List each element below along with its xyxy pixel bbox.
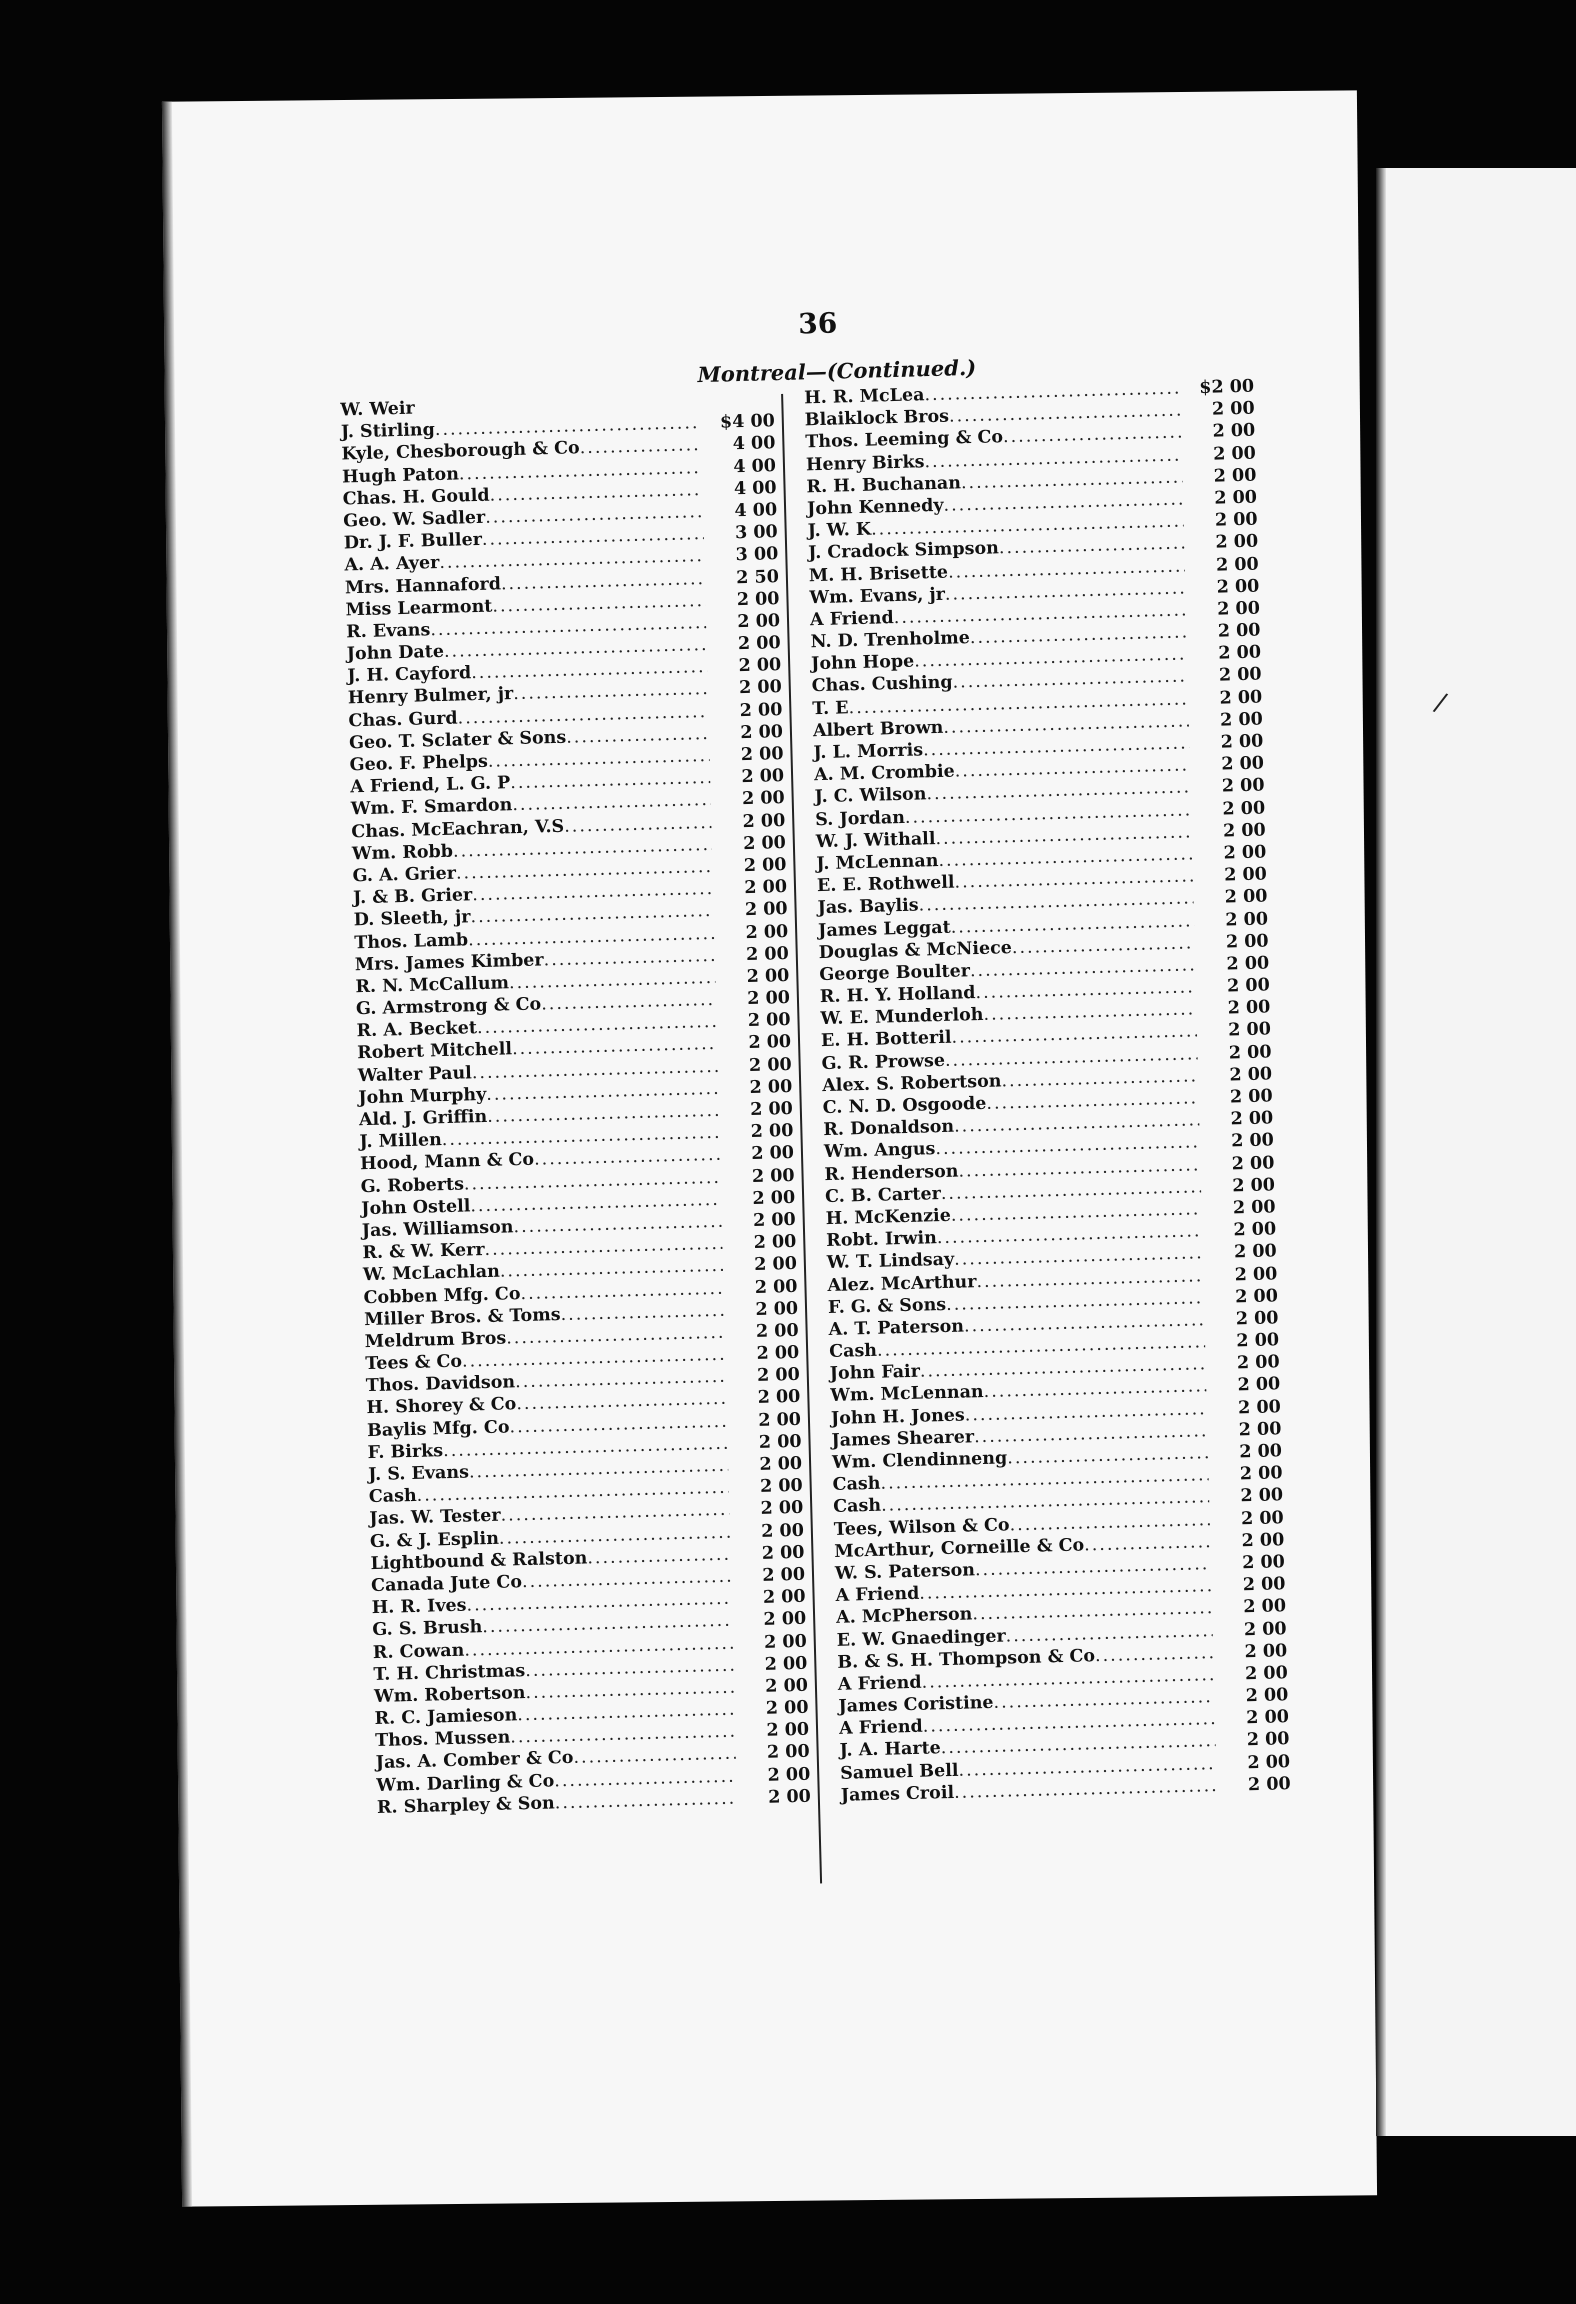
subscriber-name: John Kennedy bbox=[806, 495, 944, 520]
subscriber-name: Walter Paul bbox=[357, 1062, 473, 1086]
subscriber-name: Geo. W. Sadler bbox=[343, 507, 486, 532]
donation-amount: 2 00 bbox=[1219, 709, 1264, 731]
subscriber-name: E. W. Gnaedinger bbox=[836, 1626, 1006, 1651]
donation-amount: 2 00 bbox=[767, 1786, 812, 1808]
subscriber-name: C. B. Carter bbox=[824, 1183, 942, 1207]
subscriber-name: J. A. Harte bbox=[839, 1738, 942, 1762]
donation-amount: 2 00 bbox=[757, 1387, 801, 1409]
donation-amount: 2 00 bbox=[747, 987, 791, 1010]
donation-amount: 2 00 bbox=[1223, 864, 1268, 886]
subscriber-name: G. A. Grier bbox=[352, 863, 457, 887]
subscriber-name: Blaiklock Bros bbox=[804, 406, 950, 431]
left-column bbox=[340, 388, 811, 1819]
subscriber-name: Thos. Leeming & Co bbox=[805, 427, 1004, 453]
donation-amount: 2 00 bbox=[738, 677, 783, 699]
donation-amount: 2 00 bbox=[753, 1231, 797, 1254]
subscriber-name: J. S. Evans bbox=[367, 1462, 470, 1486]
donation-amount: 2 00 bbox=[756, 1342, 800, 1364]
donation-amount: 2 00 bbox=[1223, 842, 1267, 864]
subscriber-name: M. H. Brisette bbox=[808, 562, 949, 586]
subscriber-name: J. Stirling bbox=[340, 420, 436, 443]
subscriber-name: R. Sharpley & Son bbox=[376, 1793, 556, 1818]
subscriber-name: Wm. Robb bbox=[351, 841, 454, 865]
donation-amount: 3 00 bbox=[735, 544, 779, 566]
subscriber-name: W. T. Lindsay bbox=[826, 1250, 955, 1274]
right-column bbox=[804, 376, 1291, 1807]
subscriber-name: Wm. McLennan bbox=[830, 1382, 984, 1407]
subscriber-name: Hugh Paton bbox=[341, 463, 460, 488]
donation-amount: 2 00 bbox=[1238, 1419, 1282, 1441]
subscriber-name: James Leggat bbox=[817, 917, 951, 941]
subscriber-name: W. S. Paterson bbox=[834, 1560, 976, 1584]
subscriber-name: James Coristine bbox=[838, 1692, 994, 1717]
subscriber-name: Mrs. Hannaford bbox=[344, 573, 502, 598]
subscriber-name: Geo. F. Phelps bbox=[349, 751, 489, 776]
donation-amount: 2 00 bbox=[1229, 1064, 1273, 1086]
subscriber-name: J. L. Morris bbox=[813, 740, 924, 764]
donation-amount: 2 00 bbox=[1242, 1574, 1286, 1596]
subscriber-name: Chas. Cushing bbox=[811, 673, 953, 697]
subscriber-name: R. & W. Kerr bbox=[362, 1240, 485, 1264]
subscriber-name: James Shearer bbox=[831, 1427, 975, 1451]
subscriber-name: R. Henderson bbox=[824, 1161, 959, 1185]
donation-amount: 2 00 bbox=[752, 1187, 796, 1209]
donation-amount: 2 00 bbox=[744, 877, 788, 899]
subscriber-name: Wm. F. Smardon bbox=[350, 795, 513, 820]
subscriber-name: W. E. Munderloh bbox=[820, 1005, 984, 1030]
donation-amount: 2 00 bbox=[1230, 1108, 1274, 1130]
donation-amount: 2 00 bbox=[743, 854, 787, 877]
donation-amount: 2 00 bbox=[1217, 620, 1261, 642]
subscriber-name: Miller Bros. & Toms bbox=[363, 1304, 561, 1330]
donation-amount: 2 00 bbox=[749, 1076, 793, 1098]
subscriber-name: Canada Jute Co bbox=[370, 1572, 523, 1597]
donation-amount: 2 00 bbox=[763, 1631, 808, 1653]
subscriber-name: H. R. McLea bbox=[803, 385, 925, 409]
subscriber-name: G. R. Prowse bbox=[821, 1050, 946, 1074]
subscriber-name: Wm. Evans, jr bbox=[809, 584, 946, 608]
donation-amount: 2 00 bbox=[741, 766, 785, 788]
subscriber-name: George Boulter bbox=[819, 961, 971, 986]
subscriber-name: G. S. Brush bbox=[372, 1617, 483, 1641]
donation-amount: 2 00 bbox=[1218, 664, 1262, 687]
subscriber-name: R. H. Buchanan bbox=[806, 473, 962, 498]
subscriber-name: Mrs. James Kimber bbox=[354, 950, 544, 975]
donation-amount: 2 00 bbox=[748, 1054, 792, 1076]
donation-amount: 2 00 bbox=[758, 1431, 802, 1453]
donation-amount bbox=[700, 404, 774, 406]
subscriber-name: C. N. D. Osgoode bbox=[822, 1093, 987, 1119]
subscriber-name: Thos. Lamb bbox=[354, 929, 469, 953]
subscriber-name: D. Sleeth, jr bbox=[353, 907, 471, 931]
donation-amount: 2 00 bbox=[736, 588, 780, 610]
subscriber-name: A Friend, L. G. P bbox=[349, 773, 511, 798]
donation-amount: 2 00 bbox=[1215, 531, 1259, 553]
subscriber-name: Wm. Robertson bbox=[373, 1682, 526, 1707]
donation-amount: 2 00 bbox=[737, 610, 781, 633]
dot-leader bbox=[579, 434, 701, 459]
subscriber-name: H. Shorey & Co bbox=[366, 1394, 517, 1419]
subscriber-name: R. A. Becket bbox=[356, 1018, 478, 1042]
donation-amount: 2 00 bbox=[762, 1564, 806, 1586]
donation-amount: 2 00 bbox=[1228, 1019, 1272, 1041]
subscriber-name: Chas. H. Gould bbox=[342, 485, 490, 510]
donation-amount: 2 00 bbox=[745, 921, 789, 943]
subscriber-name: Jas. A. Comber & Co bbox=[375, 1748, 574, 1774]
dot-leader bbox=[554, 1787, 737, 1814]
subscriber-name: Cash bbox=[832, 1496, 882, 1518]
donation-amount: 2 00 bbox=[752, 1209, 796, 1231]
subscriber-name: Thos. Davidson bbox=[365, 1372, 516, 1397]
donation-amount: 2 00 bbox=[1220, 731, 1264, 753]
donation-amount: 2 00 bbox=[1243, 1596, 1287, 1618]
subscriber-name: John Fair bbox=[829, 1361, 921, 1385]
subscriber-name: Baylis Mfg. Co bbox=[366, 1417, 510, 1441]
donation-amount: 2 00 bbox=[763, 1609, 807, 1631]
donation-amount: 2 00 bbox=[1225, 931, 1269, 953]
donation-amount: 2 00 bbox=[1237, 1396, 1282, 1418]
subscriber-name: W. J. Withall bbox=[815, 828, 936, 852]
subscriber-name: Dr. J. F. Buller bbox=[343, 529, 483, 554]
subscriber-name: J. McLennan bbox=[816, 850, 939, 875]
donation-amount: 2 00 bbox=[1212, 420, 1256, 443]
donation-amount: 2 00 bbox=[1240, 1507, 1284, 1529]
donation-amount: 2 00 bbox=[1233, 1219, 1277, 1241]
donation-amount: 2 00 bbox=[1241, 1529, 1285, 1552]
page-number: 36 bbox=[797, 306, 838, 341]
donation-amount: 2 00 bbox=[745, 943, 790, 965]
subscriber-name: John Hope bbox=[810, 651, 915, 675]
donation-amount: 2 00 bbox=[758, 1409, 802, 1431]
donation-amount: 2 00 bbox=[1239, 1463, 1283, 1485]
donation-amount: 2 00 bbox=[746, 965, 790, 987]
subscriber-name: A Friend bbox=[837, 1672, 922, 1695]
donation-amount: 2 00 bbox=[764, 1653, 808, 1675]
subscriber-name: J. H. Cayford bbox=[347, 663, 472, 687]
subscriber-name: Lightbound & Ralston bbox=[370, 1548, 588, 1574]
subscriber-name: J. C. Wilson bbox=[814, 784, 927, 808]
subscriber-name: T. H. Christmas bbox=[373, 1660, 526, 1685]
donation-amount: 2 00 bbox=[759, 1475, 803, 1498]
donation-amount: 2 00 bbox=[1247, 1751, 1291, 1773]
subscriber-name: G. & J. Esplin bbox=[369, 1528, 500, 1552]
donation-amount: 2 00 bbox=[1213, 465, 1257, 487]
subscriber-name: R. N. McCallum bbox=[355, 973, 510, 998]
donation-amount: 2 00 bbox=[1218, 642, 1262, 664]
subscriber-name: Geo. T. Sclater & Sons bbox=[348, 727, 567, 754]
subscriber-name: A. M. Crombie bbox=[813, 761, 955, 786]
donation-amount: 2 00 bbox=[1222, 820, 1266, 842]
donation-amount: 2 00 bbox=[751, 1143, 795, 1165]
page-edge-shadow bbox=[1376, 168, 1386, 2136]
donation-amount: 2 00 bbox=[1226, 975, 1271, 997]
donation-amount: 2 00 bbox=[1215, 554, 1259, 576]
donation-amount: 2 00 bbox=[761, 1542, 805, 1564]
donation-amount: 2 00 bbox=[744, 899, 788, 921]
donation-amount: 2 00 bbox=[1241, 1552, 1286, 1574]
subscriber-name: Henry Birks bbox=[805, 451, 925, 475]
subscriber-name: Henry Bulmer, jr bbox=[347, 684, 514, 709]
donation-amount: 2 00 bbox=[1234, 1263, 1278, 1285]
donation-amount: 2 00 bbox=[739, 699, 783, 721]
donation-amount: 2 00 bbox=[1224, 886, 1268, 908]
donation-amount: 2 00 bbox=[1233, 1241, 1277, 1263]
subscriber-name: Miss Learmont bbox=[345, 596, 493, 621]
donation-amount: 2 00 bbox=[756, 1365, 801, 1387]
subscriber-name: R. H. Y. Holland bbox=[819, 983, 976, 1008]
donation-amount: 2 00 bbox=[742, 832, 787, 854]
subscriber-name: Robt. Irwin bbox=[826, 1228, 938, 1252]
donation-amount: 2 00 bbox=[737, 633, 781, 655]
donation-amount: 2 00 bbox=[1229, 1086, 1273, 1108]
subscriber-name: Chas. McEachran, V.S bbox=[351, 816, 565, 842]
subscriber-name: A. T. Paterson bbox=[828, 1316, 965, 1340]
donation-amount: 2 00 bbox=[1239, 1441, 1283, 1463]
donation-amount: 2 00 bbox=[1212, 443, 1257, 465]
donation-amount: 2 00 bbox=[1237, 1374, 1281, 1396]
subscriber-name: A Friend bbox=[809, 607, 895, 631]
subscription-list bbox=[320, 295, 1301, 1899]
subscriber-name: S. Jordan bbox=[814, 807, 906, 830]
donation-amount: 2 00 bbox=[741, 788, 785, 810]
subscriber-name: John H. Jones bbox=[830, 1405, 966, 1429]
subscriber-name: A Friend bbox=[838, 1716, 924, 1740]
donation-amount: 4 00 bbox=[732, 433, 776, 455]
subscriber-name: Meldrum Bros bbox=[364, 1328, 507, 1353]
donation-amount: 2 00 bbox=[759, 1453, 803, 1475]
donation-amount: 2 00 bbox=[1235, 1308, 1279, 1330]
subscriber-name: Jas. Williamson bbox=[361, 1217, 514, 1242]
donation-amount: 2 00 bbox=[1236, 1330, 1280, 1352]
donation-amount: 2 00 bbox=[1235, 1285, 1279, 1308]
subscriber-name: R. C. Jamieson bbox=[374, 1705, 518, 1730]
subscriber-name: E. H. Botteril bbox=[820, 1028, 952, 1052]
subscriber-name: James Croil bbox=[840, 1782, 955, 1806]
subscriber-name: Robert Mitchell bbox=[356, 1039, 513, 1064]
subscriber-name: R. Evans bbox=[345, 620, 431, 643]
subscriber-name: W. McLachlan bbox=[362, 1261, 501, 1286]
donation-amount: 2 00 bbox=[747, 1010, 791, 1032]
subscriber-name: Cash bbox=[368, 1486, 417, 1508]
subscriber-name: Wm. Clendinneng bbox=[831, 1448, 1008, 1473]
donation-amount: 2 00 bbox=[1230, 1130, 1275, 1152]
donation-amount: 2 00 bbox=[1232, 1175, 1276, 1197]
donation-amount: 2 00 bbox=[1228, 1041, 1272, 1064]
subscriber-name: Jas. W. Tester bbox=[369, 1506, 501, 1530]
donation-amount: 2 00 bbox=[1211, 398, 1255, 420]
donation-amount: 2 00 bbox=[1226, 953, 1270, 975]
subscriber-name: R. Cowan bbox=[372, 1640, 465, 1663]
subscriber-name: Cobben Mfg. Co bbox=[363, 1283, 521, 1308]
donation-amount: 3 00 bbox=[734, 522, 778, 544]
subscriber-name: Thos. Mussen bbox=[374, 1727, 511, 1752]
subscriber-name: A Friend bbox=[835, 1583, 920, 1607]
subscriber-name: N. D. Trenholme bbox=[810, 628, 971, 653]
donation-amount: 2 00 bbox=[760, 1498, 804, 1520]
donation-amount: 2 00 bbox=[766, 1742, 810, 1764]
donation-amount: 2 00 bbox=[760, 1520, 805, 1542]
subscriber-name: F. Birks bbox=[367, 1440, 444, 1463]
donation-amount: 2 00 bbox=[1247, 1773, 1291, 1796]
subscriber-name: Wm. Angus bbox=[823, 1139, 936, 1163]
subscriber-name: Samuel Bell bbox=[839, 1760, 959, 1784]
donation-amount: 2 00 bbox=[1222, 797, 1266, 820]
donation-amount: 2 00 bbox=[1221, 775, 1265, 797]
donation-amount: 2 00 bbox=[1225, 908, 1269, 931]
donation-amount: 2 00 bbox=[1214, 509, 1258, 531]
donation-amount: 2 00 bbox=[1219, 687, 1263, 709]
section-heading: Montreal—(Continued.) bbox=[697, 354, 977, 388]
donation-amount: 2 00 bbox=[1216, 598, 1261, 620]
subscriber-name: J. Millen bbox=[359, 1130, 443, 1153]
subscriber-name: Douglas & McNiece bbox=[818, 937, 1013, 963]
subscriber-name: John Ostell bbox=[361, 1196, 471, 1219]
donation-amount: 2 00 bbox=[1221, 753, 1265, 775]
subscriber-name: A. A. Ayer bbox=[344, 553, 440, 576]
subscriber-name: Chas. Gurd bbox=[348, 708, 458, 732]
donation-amount: 2 00 bbox=[1240, 1485, 1284, 1507]
subscriber-name: T. E bbox=[812, 697, 849, 719]
donation-amount: 2 00 bbox=[765, 1675, 809, 1697]
donation-amount: $4 00 bbox=[719, 411, 776, 433]
donation-amount: 2 00 bbox=[1232, 1197, 1276, 1219]
donation-amount: 2 00 bbox=[749, 1098, 794, 1121]
subscriber-name: J. & B. Grier bbox=[352, 885, 473, 909]
subscriber-name: Alex. S. Robertson bbox=[821, 1071, 1002, 1096]
right-page-fragment bbox=[1376, 168, 1576, 2136]
donation-amount: 2 00 bbox=[762, 1586, 806, 1608]
subscriber-name: E. E. Rothwell bbox=[816, 872, 955, 897]
subscriber-name: J. W. K bbox=[807, 519, 872, 542]
subscriber-name: G. Roberts bbox=[360, 1174, 465, 1197]
subscriber-name: Hood, Mann & Co bbox=[359, 1150, 535, 1175]
donation-amount: 2 00 bbox=[1244, 1663, 1289, 1685]
subscriber-name: W. Weir bbox=[340, 398, 415, 421]
donation-amount: 4 00 bbox=[734, 500, 778, 522]
subscriber-name: Ald. J. Griffin bbox=[358, 1106, 488, 1131]
donation-amount: 2 00 bbox=[1244, 1640, 1288, 1662]
donation-amount: 2 00 bbox=[755, 1320, 799, 1342]
donation-amount: 2 00 bbox=[751, 1165, 795, 1187]
donation-amount: 2 00 bbox=[1227, 997, 1271, 1019]
subscriber-name: McArthur, Corneille & Co bbox=[834, 1535, 1085, 1562]
subscriber-name: H. McKenzie bbox=[825, 1205, 952, 1230]
subscriber-name: Wm. Darling & Co bbox=[376, 1770, 555, 1796]
donation-amount: 2 00 bbox=[765, 1697, 809, 1719]
donation-amount: 2 00 bbox=[755, 1298, 799, 1320]
donation-amount: 2 00 bbox=[1246, 1707, 1290, 1729]
donation-amount: 2 00 bbox=[748, 1032, 792, 1054]
subscriber-name: Cash bbox=[828, 1340, 878, 1363]
subscriber-name: H. R. Ives bbox=[371, 1595, 467, 1619]
donation-amount: 2 00 bbox=[1236, 1352, 1280, 1374]
subscriber-name: Jas. Baylis bbox=[817, 895, 919, 919]
donation-amount: 2 00 bbox=[754, 1254, 798, 1276]
subscriber-name: Alez. McArthur bbox=[827, 1271, 977, 1296]
donation-amount: 2 00 bbox=[1245, 1685, 1289, 1707]
subscriber-name: G. Armstrong & Co bbox=[355, 994, 542, 1020]
donation-amount: 2 00 bbox=[750, 1121, 794, 1143]
donation-amount: 2 00 bbox=[740, 744, 784, 766]
subscriber-name: J. Cradock Simpson bbox=[808, 538, 1000, 564]
donation-amount: 4 00 bbox=[733, 455, 777, 477]
donation-amount: 2 00 bbox=[754, 1276, 798, 1298]
donation-amount: 2 00 bbox=[767, 1764, 811, 1786]
donation-amount: $2 00 bbox=[1199, 376, 1255, 399]
subscriber-name: F. G. & Sons bbox=[827, 1294, 947, 1318]
subscriber-name: A. McPherson bbox=[835, 1604, 973, 1629]
donation-amount: 4 00 bbox=[733, 477, 777, 499]
subscriber-name: John Date bbox=[346, 641, 445, 665]
subscriber-name: Albert Brown bbox=[812, 717, 944, 742]
subscriber-name: John Murphy bbox=[358, 1084, 487, 1109]
donation-amount: 2 00 bbox=[1231, 1152, 1275, 1174]
donation-amount: 2 00 bbox=[1214, 487, 1258, 509]
subscriber-name: Kyle, Chesborough & Co bbox=[341, 438, 580, 465]
donation-amount: 2 00 bbox=[738, 655, 782, 677]
subscriber-name: Tees & Co bbox=[365, 1351, 463, 1375]
subscriber-name: R. Donaldson bbox=[823, 1116, 955, 1141]
donation-amount: 2 00 bbox=[1246, 1729, 1290, 1751]
subscriber-name: Cash bbox=[832, 1473, 881, 1496]
donation-amount: 2 00 bbox=[1216, 576, 1260, 598]
donation-amount: 2 50 bbox=[736, 566, 780, 588]
stray-mark: / bbox=[1431, 687, 1450, 719]
donation-amount: 2 00 bbox=[740, 721, 784, 743]
donation-amount: 2 00 bbox=[1243, 1618, 1287, 1640]
dot-leader bbox=[1095, 1642, 1214, 1667]
donation-amount: 2 00 bbox=[742, 810, 786, 832]
subscriber-name: Tees, Wilson & Co bbox=[833, 1514, 1010, 1540]
donation-amount: 2 00 bbox=[766, 1719, 810, 1742]
subscriber-name: B. & S. H. Thompson & Co bbox=[837, 1645, 1096, 1673]
